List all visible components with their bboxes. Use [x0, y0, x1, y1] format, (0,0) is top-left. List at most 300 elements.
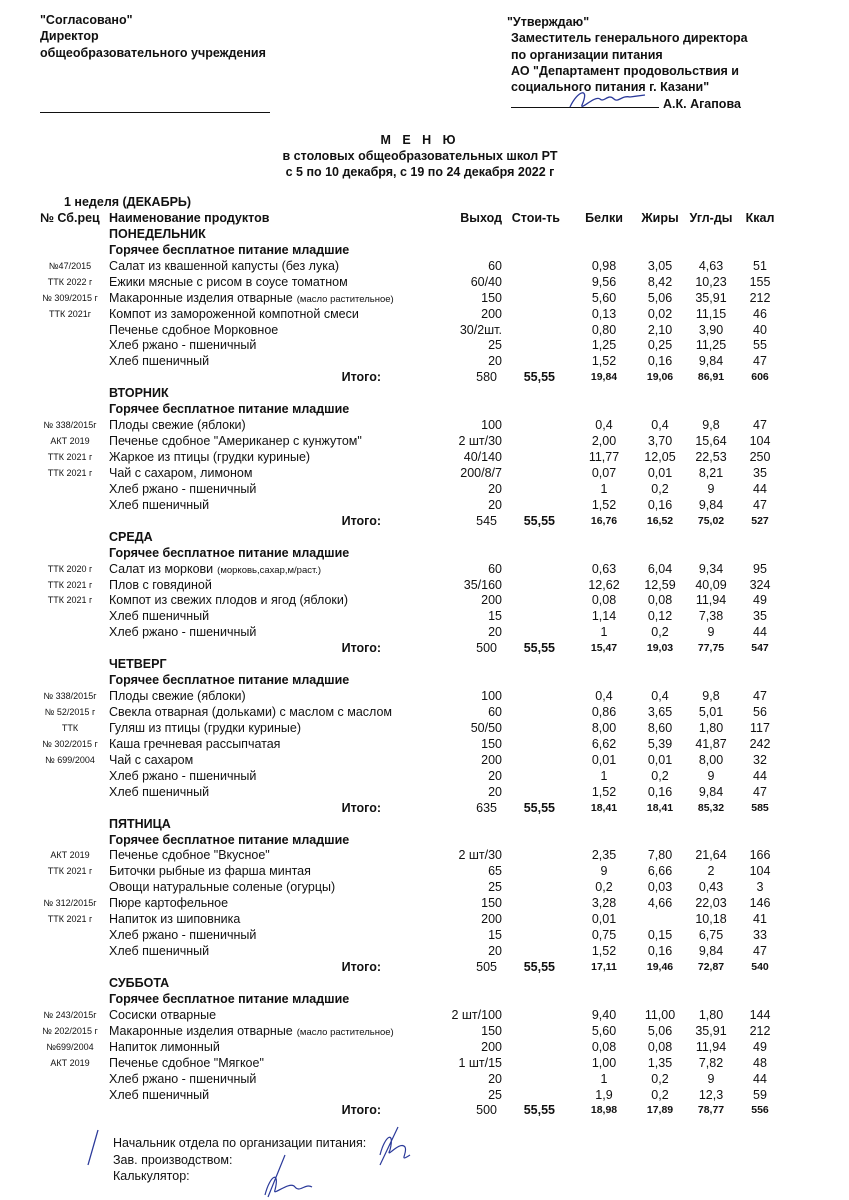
- dish-protein: 0,98: [591, 258, 617, 273]
- dish-kcal: 47: [753, 354, 767, 369]
- dish-carbs: 9,8: [702, 418, 720, 433]
- dish-yield: 60: [488, 561, 502, 576]
- dish-protein: 1: [600, 768, 608, 783]
- approval-right-heading: "Утверждаю": [507, 15, 590, 29]
- dish-name: [109, 769, 256, 785]
- approval-right-line: Заместитель генерального директора: [511, 31, 748, 46]
- dish-kcal: 47: [753, 784, 767, 799]
- dish-fat: 5,06: [647, 1023, 673, 1038]
- dish-note: (морковь,сахар,м/раст.): [217, 564, 322, 576]
- approval-left-heading: "Согласовано": [40, 13, 133, 27]
- approval-left: [40, 12, 266, 61]
- meal-heading: [0, 402, 849, 418]
- total-row: [0, 514, 849, 530]
- dish-name: [109, 562, 321, 579]
- dish-carbs: 9,34: [698, 561, 724, 576]
- dish-name-text: Макаронные изделия отварные: [109, 290, 293, 305]
- dish-name-text: Биточки рыбные из фарша минтая: [109, 864, 311, 879]
- dish-name: [109, 928, 256, 944]
- dish-name: [109, 418, 246, 434]
- dish-name-text: Хлеб пшеничный: [109, 354, 210, 369]
- dish-name-text: Салат из моркови: [109, 561, 214, 576]
- dish-yield: 40/140: [463, 450, 502, 464]
- dish-yield: 20: [488, 497, 502, 512]
- recipe-code: ТТК 2022 г: [47, 276, 93, 287]
- column-kcal: Ккал: [745, 210, 775, 225]
- recipe-code: ТТК: [61, 722, 79, 733]
- column-protein: Белки: [585, 210, 623, 225]
- dish-name: [109, 912, 240, 928]
- dish-fat: 1,35: [647, 1055, 673, 1070]
- dish-fat: 2,10: [647, 322, 673, 337]
- dish-name-text: Ежики мясные с рисом в соусе томатном: [109, 274, 348, 289]
- table-row: [0, 1072, 849, 1088]
- table-row: [0, 785, 849, 801]
- dish-protein: 1,52: [591, 944, 617, 959]
- day-name: ЧЕТВЕРГ: [109, 657, 167, 672]
- total-carbs: 72,87: [697, 961, 725, 973]
- column-code: № Сб.рец: [40, 210, 100, 225]
- dish-yield: 50/50: [470, 720, 502, 735]
- table-row: [0, 737, 849, 753]
- dish-name: [109, 593, 348, 609]
- recipe-code: № 202/2015 г: [42, 1025, 98, 1036]
- dish-carbs: 7,38: [698, 609, 724, 624]
- document-title: [180, 132, 660, 180]
- signature-image: [560, 85, 650, 115]
- dish-name-text: Чай с сахаром, лимоном: [109, 465, 253, 480]
- column-yield: Выход: [460, 210, 502, 225]
- dish-name: [109, 291, 394, 308]
- dish-name-text: Овощи натуральные соленые (огурцы): [109, 880, 336, 895]
- dish-yield: 2 шт/30: [458, 434, 502, 449]
- total-protein: 15,47: [590, 642, 618, 655]
- footer-signatures: [80, 1125, 430, 1200]
- dish-kcal: 56: [753, 705, 767, 719]
- dish-carbs: 40,09: [695, 577, 727, 592]
- title-main: М Е Н Ю: [380, 133, 460, 147]
- dish-protein: 5,60: [591, 1023, 617, 1038]
- dish-name-text: Печенье сдобное "Американер с кунжутом": [109, 434, 362, 449]
- dish-fat: 0,01: [647, 752, 673, 767]
- dish-name: [109, 1008, 216, 1024]
- dish-kcal: 32: [753, 752, 767, 767]
- table-row: [0, 1008, 849, 1024]
- dish-yield: 20: [488, 784, 502, 799]
- dish-protein: 5,60: [591, 290, 617, 305]
- meal-name: Горячее бесплатное питание младшие: [109, 402, 350, 417]
- dish-fat: 0,2: [651, 625, 669, 640]
- total-row: [0, 1103, 849, 1119]
- total-label: Итого:: [341, 800, 381, 815]
- table-row: [0, 323, 849, 339]
- dish-carbs: 11,15: [695, 306, 727, 321]
- dish-kcal: 33: [753, 928, 767, 943]
- meal-name: Горячее бесплатное питание младшие: [109, 673, 350, 688]
- dish-fat: 12,59: [644, 577, 676, 592]
- dish-carbs: 10,18: [695, 912, 727, 927]
- dish-name-text: Жаркое из птицы (грудки куриные): [109, 450, 311, 464]
- table-row: [0, 450, 849, 466]
- day-name: ПЯТНИЦА: [109, 816, 171, 831]
- dish-name-text: Гуляш из птицы (грудки куриные): [109, 720, 301, 735]
- dish-name-text: Пюре картофельное: [109, 896, 229, 911]
- dish-kcal: 242: [749, 736, 771, 751]
- dish-fat: 12,05: [644, 450, 676, 464]
- dish-protein: 0,01: [591, 752, 617, 767]
- total-carbs: 78,77: [697, 1104, 725, 1117]
- total-protein: 18,98: [590, 1104, 618, 1117]
- dish-kcal: 46: [753, 306, 767, 321]
- dish-carbs: 7,82: [698, 1055, 724, 1070]
- total-protein: 16,76: [590, 514, 618, 527]
- dish-yield: 60/40: [470, 274, 502, 289]
- dish-carbs: 11,94: [695, 593, 727, 608]
- total-yield: 500: [476, 641, 497, 656]
- table-row: [0, 593, 849, 609]
- dish-fat: 0,03: [647, 880, 673, 895]
- dish-yield: 20: [488, 1071, 502, 1086]
- meal-heading: [0, 546, 849, 562]
- table-row: [0, 880, 849, 896]
- dish-yield: 200: [481, 752, 502, 767]
- day-name: СУББОТА: [109, 975, 170, 990]
- recipe-code: № 338/2015г: [43, 420, 97, 431]
- table-row: [0, 259, 849, 275]
- day-heading: [0, 657, 849, 673]
- dish-kcal: 44: [753, 1071, 767, 1086]
- recipe-code: АКТ 2019: [50, 436, 90, 447]
- dish-kcal: 44: [753, 625, 767, 640]
- dish-kcal: 212: [749, 290, 771, 305]
- dish-name: [109, 848, 270, 864]
- dish-kcal: 212: [749, 1023, 771, 1038]
- total-row: [0, 370, 849, 386]
- recipe-code: АКТ 2019: [50, 1057, 90, 1068]
- dish-fat: 3,70: [647, 434, 673, 449]
- dish-carbs: 1,80: [698, 720, 724, 735]
- dish-yield: 60: [488, 705, 502, 719]
- dish-carbs: 22,03: [695, 896, 727, 911]
- dish-kcal: 51: [753, 258, 767, 273]
- dish-name-text: Хлеб пшеничный: [109, 944, 210, 959]
- dish-protein: 1,25: [591, 338, 617, 353]
- approval-right-line: АО "Департамент продовольствия и: [511, 63, 739, 78]
- total-cost: 55,55: [523, 960, 555, 974]
- dish-name: [109, 689, 246, 705]
- dish-yield: 200: [481, 1039, 502, 1054]
- dish-carbs: 5,01: [698, 705, 724, 719]
- dish-yield: 200/8/7: [460, 465, 502, 480]
- dish-yield: 1 шт/15: [458, 1055, 502, 1070]
- dish-yield: 100: [481, 418, 502, 433]
- recipe-code: ТТК 2021г: [48, 308, 92, 319]
- total-carbs: 77,75: [697, 642, 725, 655]
- dish-fat: 0,02: [647, 306, 673, 321]
- table-row: [0, 291, 849, 307]
- dish-yield: 15: [488, 609, 502, 624]
- dish-name-text: Напиток лимонный: [109, 1039, 220, 1054]
- dish-carbs: 9,84: [698, 784, 724, 799]
- week-label: [0, 195, 849, 211]
- dish-name-text: Свекла отварная (дольками) с маслом с маслом: [109, 705, 393, 719]
- dish-name-text: Плоды свежие (яблоки): [109, 418, 246, 433]
- dish-kcal: 41: [753, 912, 767, 927]
- dish-fat: 0,16: [647, 497, 673, 512]
- table-row: [0, 625, 849, 641]
- meal-name: Горячее бесплатное питание младшие: [109, 832, 350, 847]
- recipe-code: ТТК 2020 г: [47, 563, 93, 574]
- dish-fat: 5,06: [647, 290, 673, 305]
- total-kcal: 540: [751, 961, 769, 973]
- dish-yield: 2 шт/30: [458, 848, 502, 863]
- dish-carbs: 2: [707, 864, 715, 879]
- total-carbs: 86,91: [697, 371, 725, 384]
- dish-yield: 200: [481, 912, 502, 927]
- dish-fat: 0,08: [647, 593, 673, 608]
- dish-kcal: 3: [756, 880, 764, 895]
- dish-name: [109, 275, 348, 291]
- dish-carbs: 4,63: [698, 258, 724, 273]
- dish-name: [109, 259, 339, 275]
- dish-protein: 0,4: [595, 418, 613, 433]
- dish-name-text: Сосиски отварные: [109, 1007, 217, 1022]
- dish-carbs: 9,8: [702, 689, 720, 704]
- dish-protein: 1,52: [591, 497, 617, 512]
- total-kcal: 585: [751, 801, 769, 814]
- dish-name: [109, 609, 209, 625]
- dish-carbs: 9: [707, 481, 715, 496]
- table-row: [0, 578, 849, 594]
- total-fat: 19,06: [646, 371, 674, 384]
- dish-protein: 0,2: [595, 880, 613, 895]
- signature-line: [40, 112, 270, 113]
- dish-fat: 0,16: [647, 354, 673, 369]
- recipe-code: № 52/2015 г: [44, 707, 96, 717]
- dish-fat: 6,04: [647, 561, 673, 576]
- table-row: [0, 769, 849, 785]
- total-protein: 19,84: [590, 371, 618, 384]
- dish-carbs: 9,84: [698, 354, 724, 369]
- table-row: [0, 944, 849, 960]
- table-row: [0, 418, 849, 434]
- table-row: [0, 466, 849, 482]
- dish-carbs: 0,43: [698, 880, 724, 895]
- dish-carbs: 15,64: [695, 434, 727, 449]
- table-row: [0, 1040, 849, 1056]
- dish-kcal: 47: [753, 418, 767, 433]
- dish-note: (масло растительное): [296, 1026, 394, 1038]
- meal-name: Горячее бесплатное питание младшие: [109, 242, 350, 257]
- dish-carbs: 35,91: [695, 290, 727, 305]
- dish-name: [109, 450, 310, 466]
- dish-kcal: 155: [749, 274, 771, 289]
- table-row: [0, 338, 849, 354]
- recipe-code: № 302/2015 г: [42, 738, 98, 749]
- total-label: Итого:: [341, 513, 381, 528]
- dish-kcal: 146: [749, 896, 771, 911]
- dish-name-text: Хлеб ржано - пшеничный: [109, 481, 257, 496]
- recipe-code: ТТК 2021 г: [47, 467, 93, 478]
- dish-carbs: 22,53: [695, 450, 727, 464]
- meal-name: Горячее бесплатное питание младшие: [109, 991, 350, 1006]
- dish-protein: 6,62: [591, 736, 617, 751]
- total-label: Итого:: [341, 641, 381, 656]
- dish-name: [109, 1024, 394, 1041]
- approval-signer: А.К. Агапова: [663, 97, 741, 112]
- dish-carbs: 9: [707, 1071, 715, 1086]
- dish-fat: 8,42: [647, 274, 673, 289]
- recipe-code: №47/2015: [48, 260, 92, 271]
- dish-name: [109, 753, 193, 769]
- dish-protein: 1,52: [591, 784, 617, 799]
- dish-carbs: 35,91: [695, 1023, 727, 1038]
- total-carbs: 85,32: [697, 801, 725, 814]
- dish-fat: 0,2: [651, 1071, 669, 1086]
- dish-fat: 0,2: [651, 481, 669, 496]
- dish-protein: 9,56: [591, 274, 617, 289]
- dish-protein: 0,01: [591, 912, 617, 927]
- meal-heading: [0, 243, 849, 259]
- dish-note: (масло растительное): [296, 293, 394, 305]
- title-line2: в столовых общеобразовательных школ РТ: [282, 149, 558, 163]
- dish-carbs: 11,94: [695, 1039, 727, 1054]
- dish-kcal: 35: [753, 609, 767, 624]
- recipe-code: ТТК 2021 г: [47, 914, 93, 925]
- dish-protein: 1,14: [591, 609, 617, 624]
- dish-name-text: Плов с говядиной: [109, 577, 212, 592]
- dish-kcal: 59: [753, 1087, 767, 1102]
- table-row: [0, 1024, 849, 1040]
- table-row: [0, 912, 849, 928]
- dish-yield: 150: [481, 736, 502, 751]
- dish-fat: 3,65: [647, 705, 673, 719]
- table-row: [0, 354, 849, 370]
- dish-carbs: 9: [707, 768, 715, 783]
- dish-name-text: Макаронные изделия отварные: [109, 1023, 293, 1038]
- recipe-code: ТТК 2021 г: [47, 452, 93, 462]
- table-row: [0, 896, 849, 912]
- table-row: [0, 864, 849, 880]
- recipe-code: № 338/2015г: [43, 691, 97, 702]
- dish-fat: 11,00: [644, 1007, 676, 1022]
- dish-kcal: 95: [753, 561, 767, 576]
- dish-fat: 8,60: [647, 720, 673, 735]
- meal-heading: [0, 992, 849, 1008]
- column-carbs: Угл-ды: [689, 210, 733, 225]
- total-yield: 635: [476, 800, 497, 815]
- dish-fat: 0,08: [647, 1039, 673, 1054]
- dish-kcal: 44: [753, 768, 767, 783]
- dish-carbs: 6,75: [698, 928, 724, 943]
- week-title: 1 неделя (ДЕКАБРЬ): [64, 195, 192, 209]
- dish-carbs: 11,25: [695, 338, 727, 353]
- approval-left-line: общеобразовательного учреждения: [40, 45, 266, 60]
- dish-fat: 0,12: [647, 609, 673, 624]
- total-label: Итого:: [341, 370, 381, 385]
- dish-yield: 150: [481, 290, 502, 305]
- table-row: [0, 753, 849, 769]
- total-row: [0, 641, 849, 657]
- dish-carbs: 41,87: [695, 736, 727, 751]
- dish-name-text: Компот из замороженной компотной смеси: [109, 306, 359, 321]
- dish-kcal: 47: [753, 944, 767, 959]
- dish-name-text: Хлеб пшеничный: [109, 609, 210, 624]
- total-cost: 55,55: [523, 641, 555, 656]
- dish-carbs: 8,21: [698, 465, 724, 480]
- total-kcal: 556: [751, 1104, 769, 1117]
- dish-yield: 60: [488, 258, 502, 273]
- recipe-code: № 309/2015 г: [42, 292, 98, 303]
- dish-name-text: Печенье сдобное "Мягкое": [109, 1055, 264, 1070]
- dish-carbs: 1,80: [698, 1007, 724, 1022]
- dish-fat: 0,15: [647, 928, 673, 943]
- dish-fat: 4,66: [647, 896, 673, 911]
- footer-line: Зав. производством:: [113, 1152, 233, 1167]
- total-kcal: 547: [751, 642, 769, 655]
- dish-name: [109, 896, 228, 912]
- dish-name: [109, 1040, 220, 1056]
- dish-yield: 25: [488, 338, 502, 353]
- total-yield: 505: [476, 960, 497, 974]
- total-fat: 17,89: [646, 1104, 674, 1117]
- total-cost: 55,55: [523, 800, 555, 815]
- column-fat: Жиры: [641, 210, 679, 225]
- total-cost: 55,55: [523, 1103, 555, 1118]
- dish-name-text: Чай с сахаром: [109, 752, 194, 767]
- dish-name-text: Печенье сдобное Морковное: [109, 322, 279, 337]
- dish-protein: 1: [600, 625, 608, 640]
- approval-left-line: Директор: [40, 29, 99, 44]
- dish-yield: 20: [488, 625, 502, 640]
- footer-line: Начальник отдела по организации питания:: [113, 1136, 367, 1150]
- table-row: [0, 1088, 849, 1104]
- approval-right-line: социального питания г. Казани": [511, 80, 710, 95]
- dish-name-text: Печенье сдобное "Вкусное": [109, 848, 270, 863]
- dish-protein: 0,07: [591, 465, 617, 480]
- recipe-code: № 243/2015г: [43, 1009, 97, 1020]
- day-name: ПОНЕДЕЛЬНИК: [109, 226, 206, 241]
- dish-name-text: Хлеб пшеничный: [109, 497, 210, 512]
- recipe-code: АКТ 2019: [50, 850, 90, 861]
- dish-fat: 7,80: [647, 848, 673, 863]
- dish-name-text: Плоды свежие (яблоки): [109, 689, 246, 704]
- table-row: [0, 562, 849, 578]
- dish-name: [109, 1088, 209, 1104]
- dish-kcal: 47: [753, 689, 767, 704]
- day-name: ВТОРНИК: [109, 386, 169, 401]
- dish-kcal: 104: [749, 434, 771, 449]
- dish-kcal: 49: [753, 593, 767, 608]
- total-cost: 55,55: [523, 370, 555, 385]
- total-row: [0, 801, 849, 817]
- approval-right-line: по организации питания: [511, 47, 663, 62]
- dish-yield: 65: [488, 864, 502, 879]
- dish-kcal: 47: [753, 497, 767, 512]
- dish-yield: 100: [481, 689, 502, 704]
- dish-protein: 0,08: [591, 1039, 617, 1054]
- dish-protein: 2,35: [591, 848, 617, 863]
- dish-name-text: Хлеб ржано - пшеничный: [109, 768, 257, 783]
- total-kcal: 527: [751, 514, 769, 527]
- table-row: [0, 705, 849, 721]
- table-row: [0, 498, 849, 514]
- dish-name-text: Компот из свежих плодов и ягод (яблоки): [109, 593, 349, 608]
- dish-protein: 1,9: [595, 1087, 613, 1102]
- dish-name-text: Хлеб ржано - пшеничный: [109, 1071, 257, 1086]
- dish-name-text: Хлеб пшеничный: [109, 784, 210, 799]
- dish-name: [109, 498, 209, 514]
